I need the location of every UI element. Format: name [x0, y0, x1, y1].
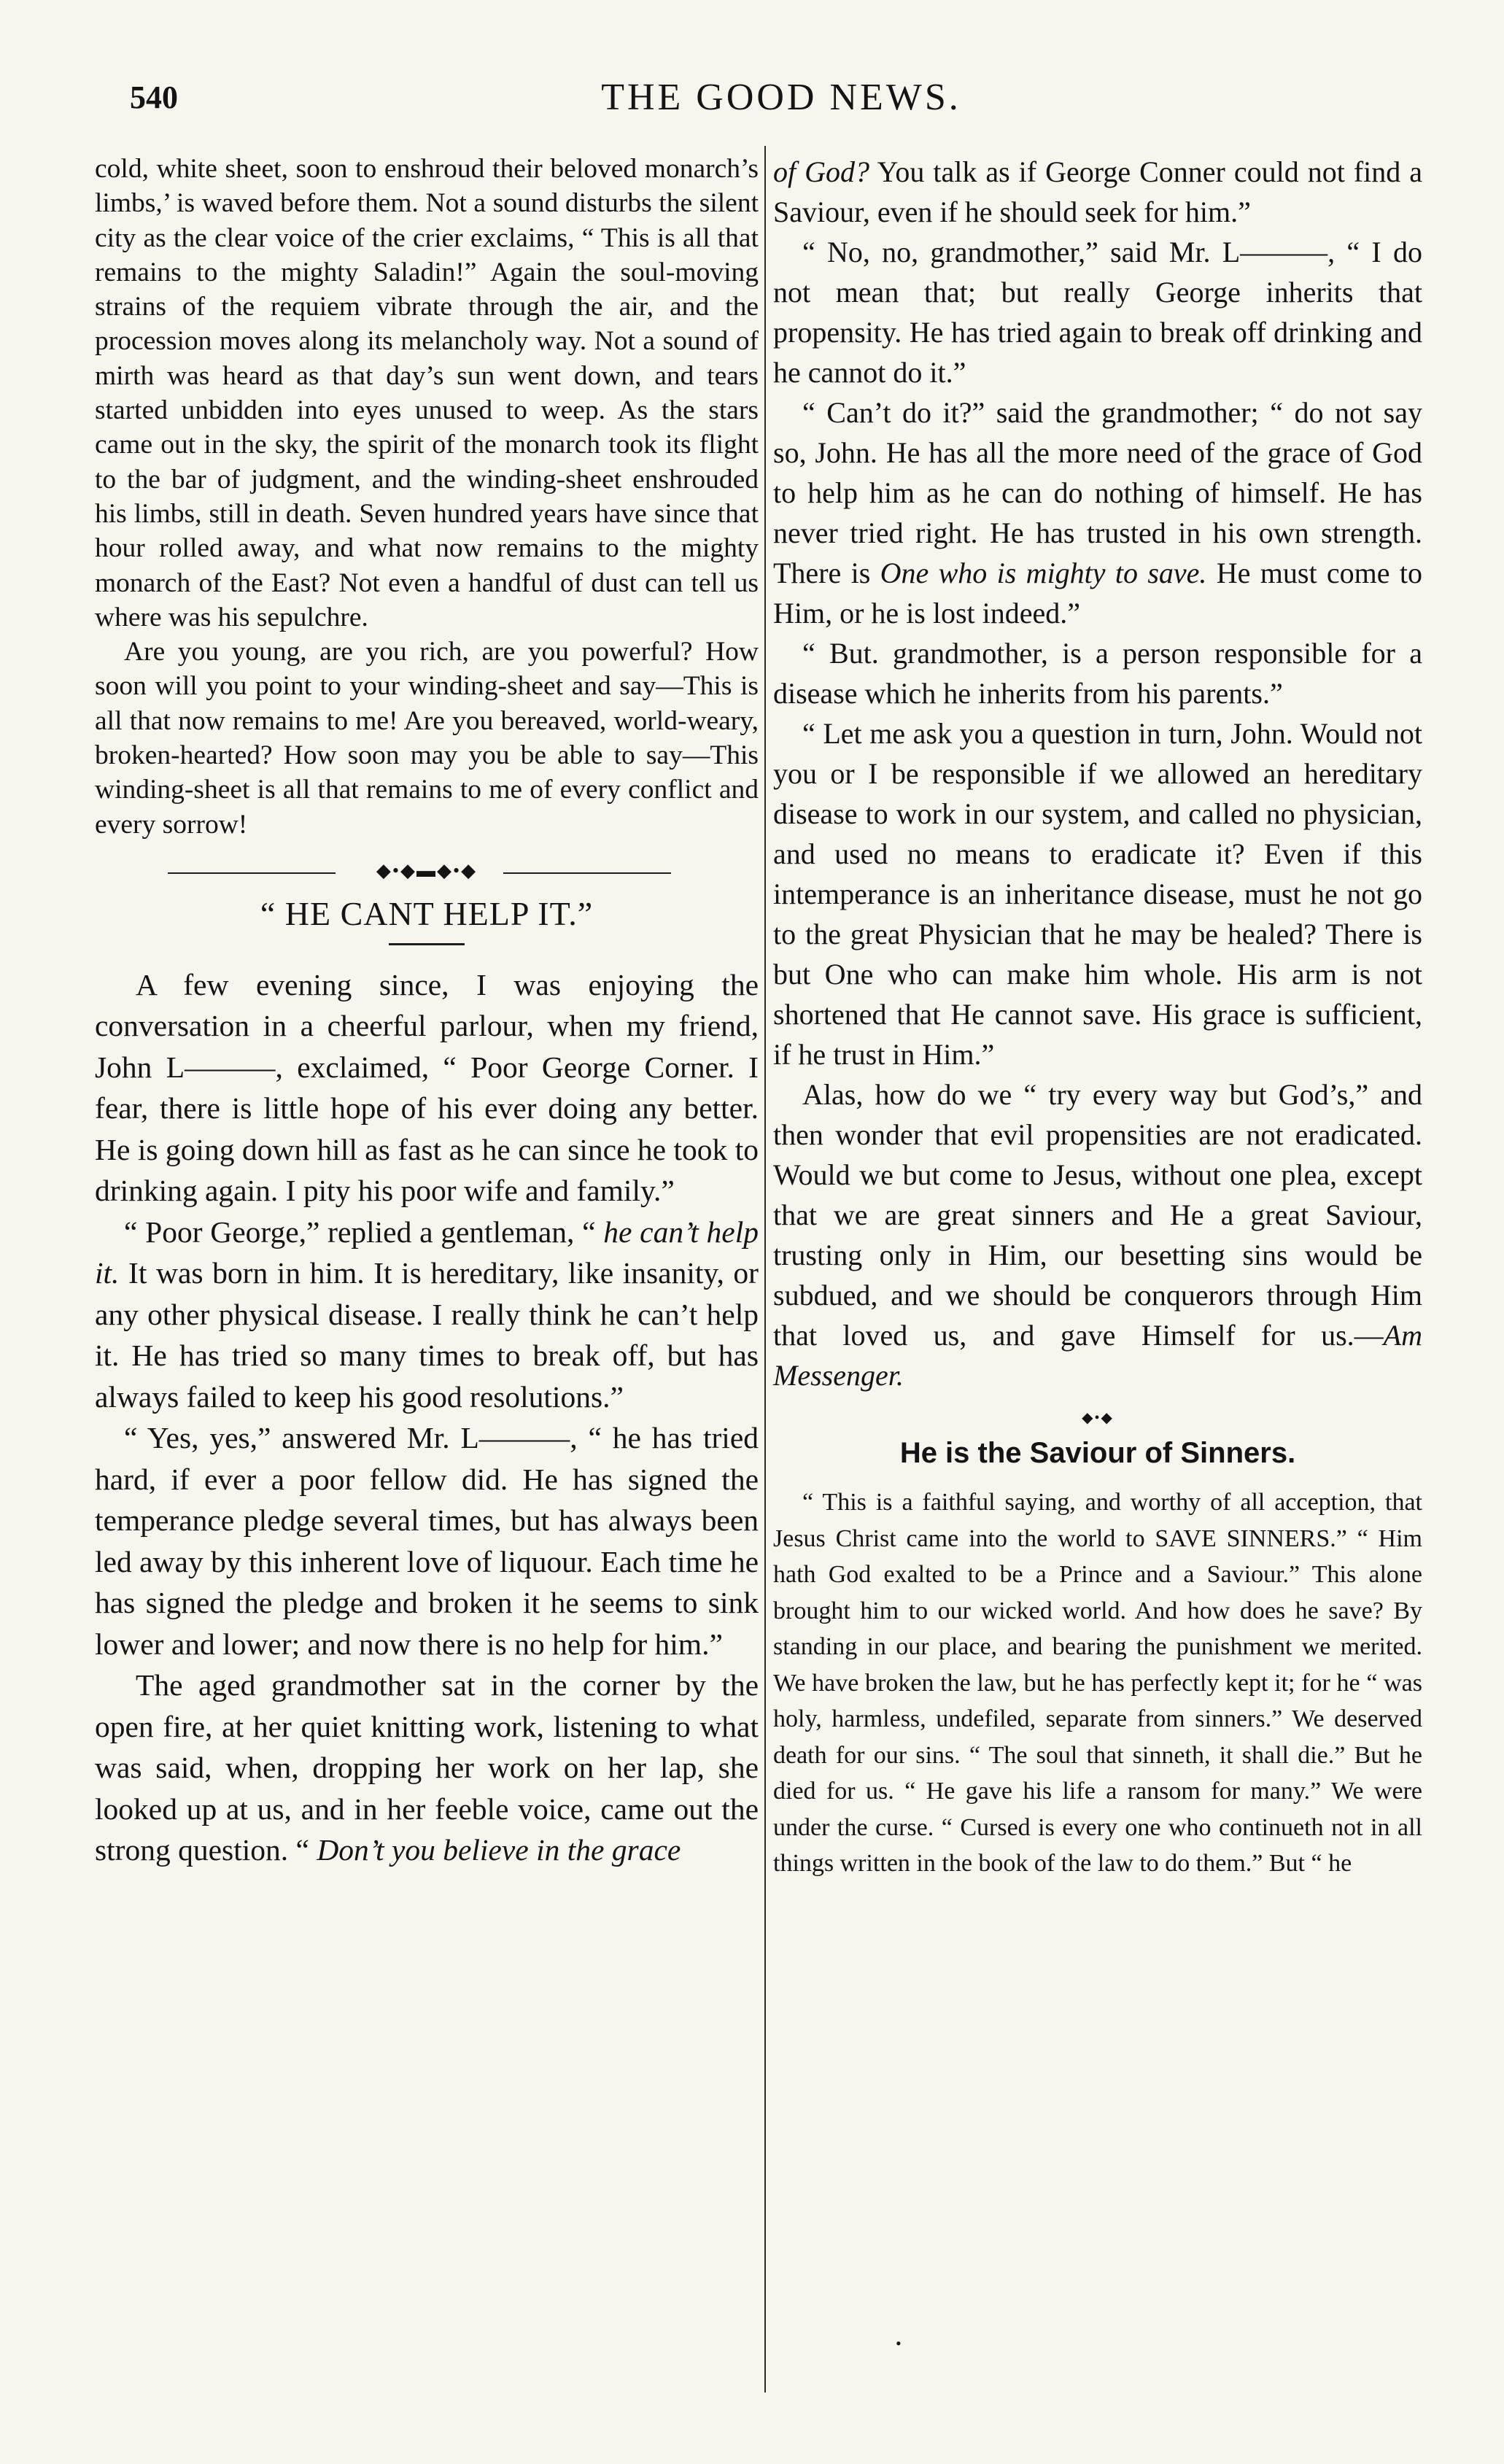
story-paragraph-8: “ But. grandmother, is a person responsible for a disease which he inherits from his parents.”	[773, 637, 1422, 710]
story-paragraph-1: A few evening since, I was enjoying the conversation in a cheerful parlour, when my friend, John L———, exclaimed, “ Poor George Corner. I fear, there is little hope of his ever doing any better. He is going down hill as fast as he can since he took to drinking again. I pity his poor wife and family.”	[95, 967, 759, 1208]
story-paragraph-6: “ No, no, grandmother,” said Mr. L———, “ I do not mean that; but really George inherits that propensity. He has tried again to break off drinking and he cannot do it.”	[773, 236, 1422, 389]
italic-phrase: he can’t help it.	[95, 1214, 759, 1290]
left-column	[95, 152, 759, 1871]
story-text: The aged grandmother sat in the corner by the open fire, at her quiet knitting work, listening to what was said, when, dropping her work on her lap, she looked up at us, and in her feeble voice, came out the strong question. “	[95, 1668, 759, 1867]
story-text: “ Poor George,” replied a gentleman, “	[124, 1214, 604, 1249]
bottom-mark: •	[896, 2334, 902, 2352]
story-paragraph-3: “ Yes, yes,” answered Mr. L———, “ he has tried hard, if ever a poor fellow did. He has signed the temperance pledge several times, but has always been led away by this inherent love of liquour. Each time he has signed the pledge and broken it he seems to sink lower and lower; and now there is no help for him.”	[95, 1421, 759, 1661]
story-text: Alas, how do we “ try every way but God’s,” and then wonder that evil propensities are not eradicated. Would we but come to Jesus, without one plea, except that we are great sinners and He a great Saviour, trusting only in Him, our besetting sins would be subdued, and we should be conquerors through Him that loved us, and gave Himself for us.—	[773, 1078, 1422, 1352]
story-text: “ Can’t do it?” said the grandmother; “ do not say so, John. He has all the more need of the grace of God to help him as he can do nothing of himself. He has never tried right. He has trusted in his own strength. There is	[773, 396, 1422, 589]
sermon-paragraph: “ This is a faithful saying, and worthy of all acception, that Jesus Christ came into the world to SAVE SINNERS.” “ Him hath God exalted to be a Prince and a Saviour.” This alone brought him to our wicked world. And how does he save? By standing in our place, and bearing the punishment we merited. We have broken the law, but he has perfectly kept it; for he “ was holy, harmless, undefiled, separate from sinners.” We deserved death for our sins. “ The soul that sinneth, it shall die.” But he died for us. “ He gave his life a ransom for many.” We were under the curse. “ Cursed is every one who continueth not in all things written in the book of the law to do them.” But “ he	[773, 1489, 1422, 1877]
section-ornament: ◆•◆	[1082, 1410, 1114, 1426]
story-text: You talk as if George Conner could not find a Saviour, even if he should seek for him.”	[773, 155, 1423, 228]
story-paragraph-5	[773, 152, 1422, 232]
article-heading: “ HE CANT HELP IT.”	[260, 894, 594, 932]
story-text: It was born in him. It is hereditary, like insanity, or any other physical disease. I really think he can’t help it. He has tried so many times to break off, but has always failed to keep his good resolutions.”	[95, 1256, 759, 1414]
story-paragraph-7	[773, 392, 1422, 633]
page-number: 540	[130, 80, 178, 115]
story-paragraph-4	[95, 1665, 759, 1871]
story-paragraph-2	[95, 1212, 759, 1418]
section-ornament	[95, 858, 759, 887]
story-text: He must come to Him, or he is lost indeed.”	[773, 557, 1422, 629]
winding-sheet-paragraph: Are you young, are you rich, are you powerful? How soon will you point to your winding-sheet and say—This is all that now remains to me! Are you bereaved, world-weary, broken-hearted? How soon may you be able to say—This winding-sheet is all that remains to me of every conflict and every sorrow!	[95, 637, 759, 840]
italic-phrase: One who is mighty to save.	[880, 557, 1207, 589]
italic-phrase: of God?	[773, 155, 869, 188]
running-title: THE GOOD NEWS.	[601, 77, 961, 118]
right-column	[773, 152, 1422, 1882]
heading-rule	[389, 943, 465, 945]
source-attribution: Am Messenger.	[773, 1319, 1422, 1392]
saladin-paragraph: cold, white sheet, soon to enshroud their beloved monarch’s limbs,’ is waved before them. Not a sound disturbs the silent city as the clear voice of the crier exclaims, “ This is all that remains to the mighty Saladin!” Again the soul-moving strains of the requiem vibrate through the air, and the procession moves along its melancholy way. Not a sound of mirth was heard as that day’s sun went down, and tears started unbidden into eyes unused to weep. As the stars came out in the sky, the spirit of the monarch took its flight to the bar of judgment, and the winding-sheet enshrouded his limbs, still in death. Seven hundred years have since that hour rolled away, and what now remains to the mighty monarch of the East? Not even a handful of dust can tell us where was his sepulchre.	[95, 154, 759, 632]
story-paragraph-10	[773, 1074, 1422, 1395]
story-paragraph-9: “ Let me ask you a question in turn, John. Would not you or I be responsible if we allowed an hereditary disease to work in our system, and called no physician, and used no means to eradicate it? Even if this intemperance is an inheritance disease, must he not go to the great Physician that he may be healed? There is but One who can make him whole. His arm is not shortened that He cannot save. His grace is sufficient, if he trust in Him.”	[773, 717, 1422, 1071]
column-divider	[764, 146, 766, 2393]
ornament-glyphs: ◆•◆▬◆•◆	[376, 859, 478, 881]
article-heading: He is the Saviour of Sinners.	[899, 1437, 1296, 1469]
italic-phrase: Don’t you believe in the grace	[317, 1833, 681, 1867]
